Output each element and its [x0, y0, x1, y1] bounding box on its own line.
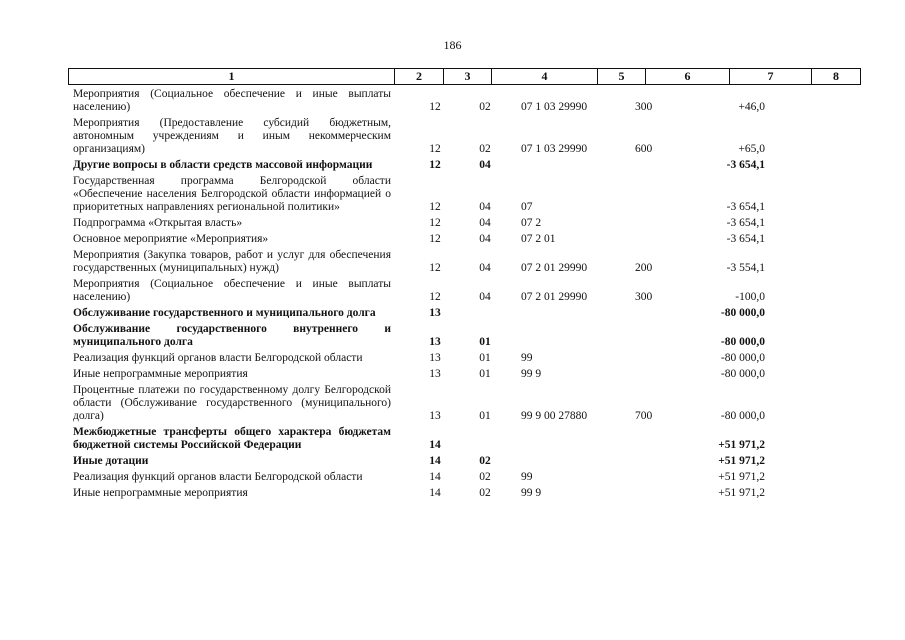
table-row [73, 159, 863, 175]
row-expense-type: 300 [635, 101, 653, 113]
row-name: Межбюджетные трансферты общего характера бюджетам бюджетной системы Российской Федерации [73, 426, 391, 451]
row-section: 12 [429, 291, 441, 303]
row-target-code: 99 [521, 352, 533, 364]
row-amount: -80 000,0 [720, 336, 765, 348]
row-subsection: 02 [479, 455, 491, 467]
row-amount: -3 654,1 [726, 217, 765, 229]
row-name: Другие вопросы в области средств массовой информации [73, 159, 373, 171]
header-col-3: 3 [444, 69, 492, 84]
row-amount: +51 971,2 [718, 439, 765, 451]
table-row [73, 368, 863, 384]
row-name: Обслуживание государственного внутреннего и муниципального долга [73, 323, 391, 348]
row-target-code: 07 2 01 29990 [521, 262, 588, 274]
row-target-code: 99 9 [521, 487, 542, 499]
row-amount: +51 971,2 [718, 455, 765, 467]
row-name: Обслуживание государственного и муниципального долга [73, 307, 376, 319]
row-target-code: 99 9 [521, 368, 542, 380]
row-section: 12 [429, 201, 441, 213]
header-col-5: 5 [598, 69, 646, 84]
table-row [73, 88, 863, 117]
row-subsection: 04 [479, 217, 491, 229]
row-target-code: 99 9 00 27880 [521, 410, 588, 422]
row-subsection: 01 [479, 410, 491, 422]
row-section: 14 [429, 455, 441, 467]
row-section: 13 [429, 336, 441, 348]
row-target-code: 07 2 01 [521, 233, 556, 245]
table-row [73, 117, 863, 159]
row-section: 14 [429, 471, 441, 483]
header-col-1: 1 [69, 69, 395, 84]
row-name: Государственная программа Белгородской области «Обеспечение населения Белгородской области информацией о приоритетных направлениях региональной политики» [73, 175, 391, 213]
row-expense-type: 700 [635, 410, 653, 422]
row-target-code: 07 [521, 201, 533, 213]
row-subsection: 02 [479, 471, 491, 483]
row-subsection: 04 [479, 159, 491, 171]
row-section: 12 [429, 101, 441, 113]
row-subsection: 04 [479, 201, 491, 213]
row-target-code: 07 1 03 29990 [521, 101, 588, 113]
row-subsection: 01 [479, 368, 491, 380]
table-row [73, 426, 863, 455]
row-amount: +51 971,2 [718, 471, 765, 483]
header-col-2: 2 [395, 69, 444, 84]
table-row [73, 455, 863, 471]
row-amount: -3 554,1 [726, 262, 765, 274]
row-section: 12 [429, 233, 441, 245]
row-section: 14 [429, 487, 441, 499]
row-subsection: 02 [479, 143, 491, 155]
row-name: Реализация функций органов власти Белгородской области [73, 471, 363, 483]
table-row [73, 352, 863, 368]
row-name: Процентные платежи по государственному долгу Белгородской области (Обслуживание государственного (муниципального) долга) [73, 384, 391, 422]
row-amount: -3 654,1 [726, 159, 765, 171]
row-target-code: 99 [521, 471, 533, 483]
row-section: 13 [429, 352, 441, 364]
row-expense-type: 200 [635, 262, 653, 274]
row-name: Реализация функций органов власти Белгородской области [73, 352, 363, 364]
row-section: 13 [429, 368, 441, 380]
table-row [73, 307, 863, 323]
row-name: Основное мероприятие «Мероприятия» [73, 233, 269, 245]
table-header [68, 68, 861, 85]
row-amount: -3 654,1 [726, 233, 765, 245]
row-amount: +51 971,2 [718, 487, 765, 499]
row-subsection: 04 [479, 233, 491, 245]
row-name: Подпрограмма «Открытая власть» [73, 217, 243, 229]
header-col-7: 7 [730, 69, 812, 84]
row-name: Мероприятия (Социальное обеспечение и иные выплаты населению) [73, 88, 391, 113]
table-row [73, 471, 863, 487]
row-name: Мероприятия (Закупка товаров, работ и услуг для обеспечения государственных (муниципальных) нужд) [73, 249, 391, 274]
row-section: 13 [429, 307, 441, 319]
row-amount: -80 000,0 [720, 368, 765, 380]
row-section: 14 [429, 439, 441, 451]
row-target-code: 07 1 03 29990 [521, 143, 588, 155]
row-subsection: 01 [479, 336, 491, 348]
row-amount: -80 000,0 [720, 307, 765, 319]
table-row [73, 233, 863, 249]
row-expense-type: 600 [635, 143, 653, 155]
row-section: 12 [429, 159, 441, 171]
row-amount: +46,0 [738, 101, 765, 113]
table-row [73, 278, 863, 307]
row-section: 12 [429, 262, 441, 274]
row-section: 12 [429, 143, 441, 155]
row-target-code: 07 2 01 29990 [521, 291, 588, 303]
row-amount: -80 000,0 [720, 352, 765, 364]
row-amount: -100,0 [735, 291, 765, 303]
header-col-4: 4 [492, 69, 598, 84]
row-name: Мероприятия (Социальное обеспечение и иные выплаты населению) [73, 278, 391, 303]
table-row [73, 175, 863, 217]
row-target-code: 07 2 [521, 217, 542, 229]
table-row [73, 487, 863, 503]
row-name: Иные непрограммные мероприятия [73, 487, 248, 499]
header-col-8: 8 [833, 69, 839, 83]
table-row [73, 384, 863, 426]
row-expense-type: 300 [635, 291, 653, 303]
row-amount: +65,0 [738, 143, 765, 155]
table-row [73, 217, 863, 233]
page-number: 186 [443, 38, 462, 52]
table-row [73, 323, 863, 352]
table-body [73, 88, 863, 503]
row-subsection: 01 [479, 352, 491, 364]
row-section: 12 [429, 217, 441, 229]
row-name: Мероприятия (Предоставление субсидий бюджетным, автономным учреждениям и иным некоммерческим организациям) [73, 117, 391, 155]
row-name: Иные дотации [73, 455, 149, 467]
row-amount: -3 654,1 [726, 201, 765, 213]
row-subsection: 02 [479, 101, 491, 113]
row-name: Иные непрограммные мероприятия [73, 368, 248, 380]
row-subsection: 04 [479, 262, 491, 274]
row-amount: -80 000,0 [720, 410, 765, 422]
header-col-6: 6 [646, 69, 730, 84]
row-section: 13 [429, 410, 441, 422]
row-subsection: 04 [479, 291, 491, 303]
row-subsection: 02 [479, 487, 491, 499]
table-row [73, 249, 863, 278]
